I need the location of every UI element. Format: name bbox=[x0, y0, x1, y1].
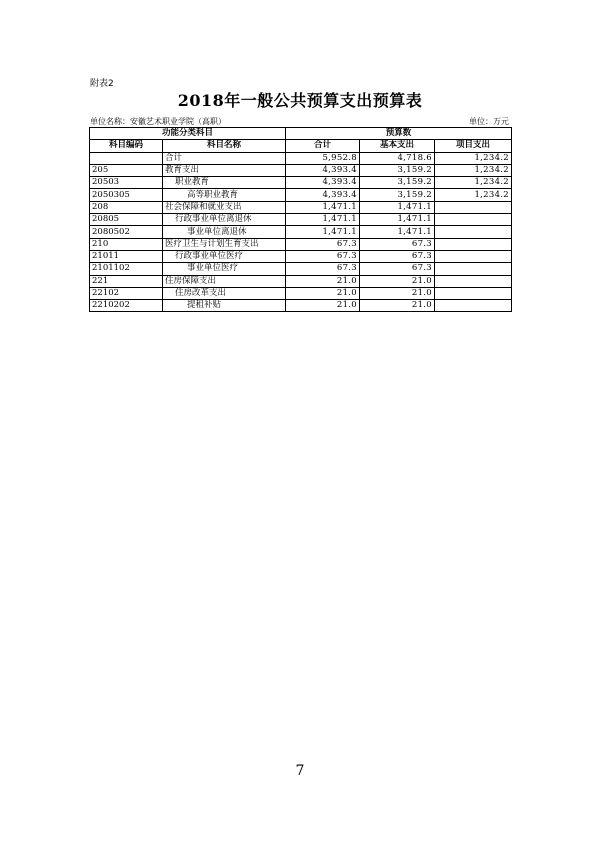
budget-table bbox=[89, 127, 512, 312]
cell-code: 2101102 bbox=[90, 263, 163, 275]
cell-total: 21.0 bbox=[286, 300, 360, 312]
cell-project: 1,234.2 bbox=[435, 189, 512, 201]
table-row bbox=[90, 164, 512, 176]
cell-total: 67.3 bbox=[286, 238, 360, 250]
cell-basic: 1,471.1 bbox=[360, 214, 435, 226]
cell-code bbox=[90, 152, 163, 164]
cell-basic: 21.0 bbox=[360, 275, 435, 287]
cell-name: 事业单位离退休 bbox=[163, 226, 286, 238]
header-function-category: 功能分类科目 bbox=[90, 128, 286, 140]
cell-code: 22102 bbox=[90, 287, 163, 299]
table-row bbox=[90, 300, 512, 312]
table-row bbox=[90, 189, 512, 201]
table-body bbox=[90, 152, 512, 312]
header-code: 科目编码 bbox=[90, 140, 163, 152]
header-basic: 基本支出 bbox=[360, 140, 435, 152]
table-row bbox=[90, 214, 512, 226]
cell-name: 行政事业单位医疗 bbox=[163, 250, 286, 262]
cell-basic: 3,159.2 bbox=[360, 177, 435, 189]
attachment-label: 附表2 bbox=[90, 79, 114, 89]
header-total: 合计 bbox=[286, 140, 360, 152]
cell-project bbox=[435, 214, 512, 226]
cell-code: 221 bbox=[90, 275, 163, 287]
cell-total: 1,471.1 bbox=[286, 201, 360, 213]
cell-project bbox=[435, 226, 512, 238]
cell-name: 医疗卫生与计划生育支出 bbox=[163, 238, 286, 250]
unit-name: 单位名称：安徽艺术职业学院（高职） bbox=[90, 117, 226, 126]
table-row bbox=[90, 250, 512, 262]
cell-code: 21011 bbox=[90, 250, 163, 262]
currency-unit: 单位：万元 bbox=[469, 117, 509, 126]
cell-basic: 67.3 bbox=[360, 238, 435, 250]
cell-code: 208 bbox=[90, 201, 163, 213]
header-name: 科目名称 bbox=[163, 140, 286, 152]
cell-total: 5,952.8 bbox=[286, 152, 360, 164]
cell-name: 高等职业教育 bbox=[163, 189, 286, 201]
cell-total: 4,393.4 bbox=[286, 189, 360, 201]
cell-code: 2050305 bbox=[90, 189, 163, 201]
cell-name: 教育支出 bbox=[163, 164, 286, 176]
cell-project bbox=[435, 238, 512, 250]
cell-total: 4,393.4 bbox=[286, 177, 360, 189]
cell-project: 1,234.2 bbox=[435, 177, 512, 189]
cell-project bbox=[435, 201, 512, 213]
cell-basic: 3,159.2 bbox=[360, 164, 435, 176]
cell-name: 事业单位医疗 bbox=[163, 263, 286, 275]
cell-basic: 3,159.2 bbox=[360, 189, 435, 201]
cell-total: 1,471.1 bbox=[286, 214, 360, 226]
cell-basic: 1,471.1 bbox=[360, 201, 435, 213]
table-row bbox=[90, 263, 512, 275]
cell-project bbox=[435, 275, 512, 287]
page-title: 2018年一般公共预算支出预算表 bbox=[177, 91, 423, 110]
cell-basic: 4,718.6 bbox=[360, 152, 435, 164]
table-row bbox=[90, 275, 512, 287]
cell-project bbox=[435, 300, 512, 312]
table-row bbox=[90, 152, 512, 164]
cell-project: 1,234.2 bbox=[435, 152, 512, 164]
cell-basic: 67.3 bbox=[360, 250, 435, 262]
table-row bbox=[90, 201, 512, 213]
cell-basic: 21.0 bbox=[360, 287, 435, 299]
table-row bbox=[90, 287, 512, 299]
cell-total: 21.0 bbox=[286, 287, 360, 299]
cell-code: 20503 bbox=[90, 177, 163, 189]
cell-total: 67.3 bbox=[286, 250, 360, 262]
cell-code: 210 bbox=[90, 238, 163, 250]
cell-project bbox=[435, 250, 512, 262]
page-number: 7 bbox=[295, 763, 305, 779]
table-row bbox=[90, 177, 512, 189]
cell-code: 205 bbox=[90, 164, 163, 176]
cell-code: 20805 bbox=[90, 214, 163, 226]
cell-name: 合计 bbox=[163, 152, 286, 164]
cell-basic: 1,471.1 bbox=[360, 226, 435, 238]
cell-code: 2210202 bbox=[90, 300, 163, 312]
cell-total: 67.3 bbox=[286, 263, 360, 275]
cell-code: 2080502 bbox=[90, 226, 163, 238]
table-row bbox=[90, 226, 512, 238]
header-budget-amount: 预算数 bbox=[286, 128, 512, 140]
cell-name: 住房保障支出 bbox=[163, 275, 286, 287]
cell-name: 提租补贴 bbox=[163, 300, 286, 312]
cell-name: 行政事业单位离退休 bbox=[163, 214, 286, 226]
cell-project bbox=[435, 287, 512, 299]
cell-name: 社会保障和就业支出 bbox=[163, 201, 286, 213]
cell-total: 1,471.1 bbox=[286, 226, 360, 238]
cell-basic: 21.0 bbox=[360, 300, 435, 312]
cell-name: 职业教育 bbox=[163, 177, 286, 189]
table-row bbox=[90, 238, 512, 250]
cell-name: 住房改革支出 bbox=[163, 287, 286, 299]
header-project: 项目支出 bbox=[435, 140, 512, 152]
cell-project: 1,234.2 bbox=[435, 164, 512, 176]
cell-basic: 67.3 bbox=[360, 263, 435, 275]
cell-total: 4,393.4 bbox=[286, 164, 360, 176]
cell-total: 21.0 bbox=[286, 275, 360, 287]
cell-project bbox=[435, 263, 512, 275]
